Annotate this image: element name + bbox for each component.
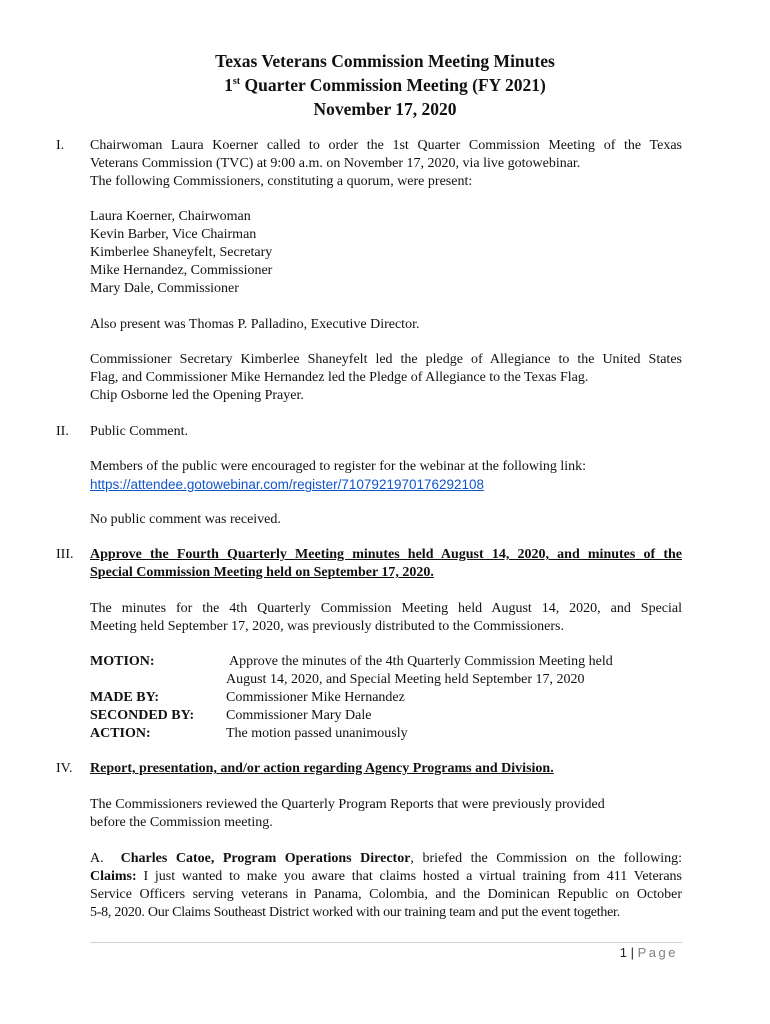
commissioner-item: Mike Hernandez, Commissioner xyxy=(90,263,273,278)
action-value: The motion passed unanimously xyxy=(226,726,408,741)
minutes-line2: Meeting held September 17, 2020, was previously distributed to the Commissioners. xyxy=(90,619,564,634)
commissioner-item: Kimberlee Shaneyfelt, Secretary xyxy=(90,245,273,260)
claims-label: Claims: xyxy=(90,869,137,884)
section-1-intro-line3: The following Commissioners, constituting a quorum, were present: xyxy=(90,174,473,189)
section-3-heading-line1: Approve the Fourth Quarterly Meeting minutes held August 14, 2020, and minutes of the xyxy=(90,547,682,562)
seconded-by-label: SECONDED BY: xyxy=(90,708,195,723)
commissioner-item: Kevin Barber, Vice Chairman xyxy=(90,227,257,242)
section-1-intro-line2: Veterans Commission (TVC) at 9:00 a.m. on November 17, 2020, via live gotowebinar. xyxy=(90,156,581,171)
motion-text-line1: Approve the minutes of the 4th Quarterly Commission Meeting held xyxy=(229,654,613,669)
reviewed-line2: before the Commission meeting. xyxy=(90,815,273,830)
webinar-link[interactable]: https://attendee.gotowebinar.com/register/7107921970176292108 xyxy=(90,477,485,492)
section-4-number: IV. xyxy=(56,761,73,776)
made-by-label: MADE BY: xyxy=(90,690,160,705)
no-comment-text: No public comment was received. xyxy=(90,512,281,527)
section-3-heading-line2: Special Commission Meeting held on September 17, 2020. xyxy=(90,565,434,580)
section-3-number: III. xyxy=(56,547,74,562)
section-1-intro-line1: Chairwoman Laura Koerner called to order the 1st Quarter Commission Meeting of the Texas xyxy=(90,138,682,153)
item-a-name: Charles Catoe, Program Operations Director xyxy=(120,851,411,866)
quarter-suffix: st xyxy=(232,76,241,87)
section-3-heading-cont xyxy=(90,564,682,582)
action-label: ACTION: xyxy=(90,726,151,741)
section-1-number: I. xyxy=(56,138,65,153)
webinar-link-row xyxy=(90,476,682,495)
item-a-rest: , briefed the Commission on the following: xyxy=(410,851,682,866)
section-4-heading: Report, presentation, and/or action regarding Agency Programs and Division. xyxy=(90,761,554,776)
claims-line3: 5-8, 2020. Our Claims Southeast District worked with our training team and put the event together. xyxy=(90,905,620,920)
document-title: Texas Veterans Commission Meeting Minutes xyxy=(215,51,555,71)
prayer-line: Chip Osborne led the Opening Prayer. xyxy=(90,388,304,403)
commissioner-list xyxy=(90,208,682,298)
page-footer xyxy=(620,945,678,961)
page-number: 1 xyxy=(619,945,627,960)
claims-line1 xyxy=(90,868,682,886)
pledge-line2: Flag, and Commissioner Mike Hernandez led the Pledge of Allegiance to the Texas Flag. xyxy=(90,370,589,385)
minutes-line1: The minutes for the 4th Quarterly Commission Meeting held August 14, 2020, and Special xyxy=(90,601,682,616)
meeting-date: November 17, 2020 xyxy=(313,99,457,119)
section-2-heading: Public Comment. xyxy=(90,424,188,439)
claims-text: I just wanted to make you aware that claims hosted a virtual training from 411 Veterans xyxy=(136,869,682,884)
section-2-number: II. xyxy=(56,424,69,439)
section-4-heading-row xyxy=(90,760,682,778)
document-subtitle xyxy=(0,73,770,97)
section-3-heading xyxy=(90,546,682,564)
pledge-line1: Commissioner Secretary Kimberlee Shaneyfelt led the pledge of Allegiance to the United States xyxy=(90,352,682,367)
quarter-number: 1 xyxy=(224,75,233,95)
subtitle-rest: Quarter Commission Meeting (FY 2021) xyxy=(240,75,546,95)
motion-text-line2: August 14, 2020, and Special Meeting held September 17, 2020 xyxy=(226,672,585,687)
motion-label: MOTION: xyxy=(90,654,155,669)
claims-line2: Service Officers serving veterans in Panama, Colombia, and the Dominican Republic on October xyxy=(90,887,682,902)
reviewed-line1: The Commissioners reviewed the Quarterly Program Reports that were previously provided xyxy=(90,797,605,812)
also-present-text: Also present was Thomas P. Palladino, Executive Director. xyxy=(90,317,420,332)
seconded-by-value: Commissioner Mary Dale xyxy=(226,708,372,723)
page-word: Page xyxy=(637,945,678,960)
commissioner-item: Mary Dale, Commissioner xyxy=(90,281,239,296)
item-a-line xyxy=(90,850,682,868)
public-members-text: Members of the public were encouraged to register for the webinar at the following link: xyxy=(90,459,587,474)
commissioner-item: Laura Koerner, Chairwoman xyxy=(90,209,251,224)
footer-divider xyxy=(90,942,682,943)
made-by-value: Commissioner Mike Hernandez xyxy=(226,690,405,705)
page-separator: | xyxy=(630,945,634,960)
item-a-marker: A. xyxy=(90,851,121,866)
